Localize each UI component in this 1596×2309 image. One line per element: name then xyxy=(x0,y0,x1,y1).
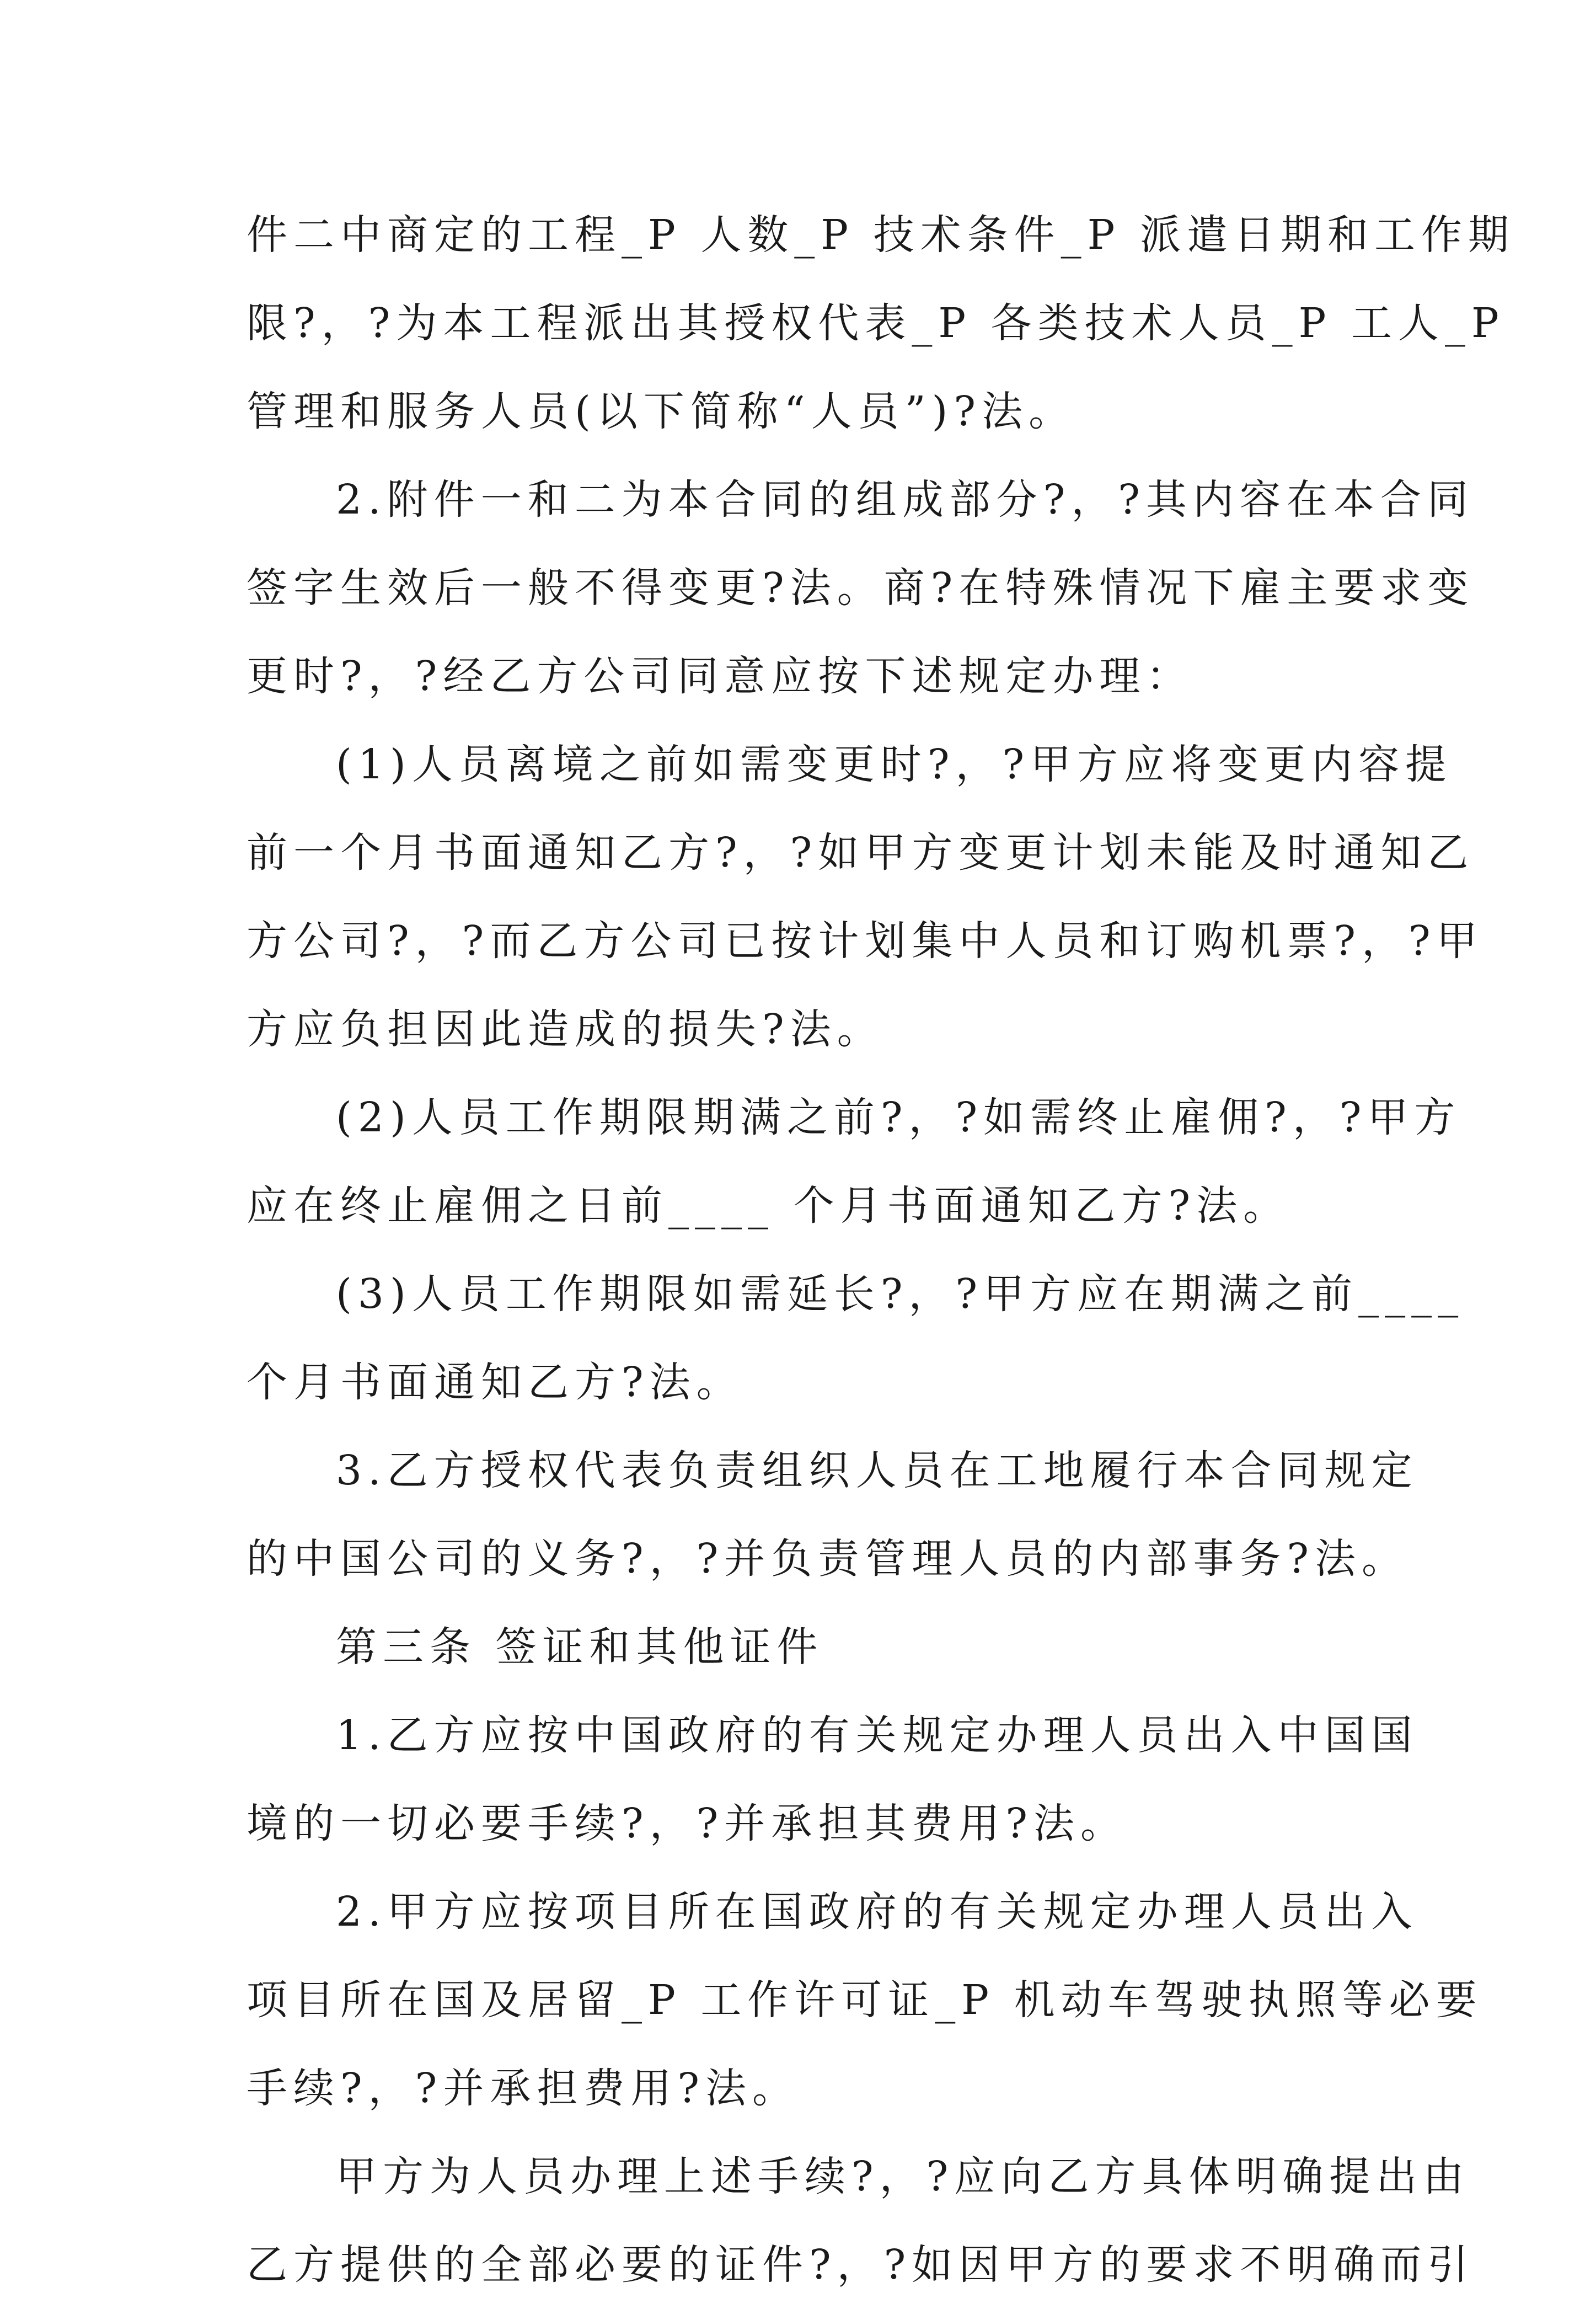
text-line: 的中国公司的义务?，?并负责管理人员的内部事务?法。 xyxy=(247,1535,1409,1583)
text-line: 境的一切必要手续?，?并承担其费用?法。 xyxy=(247,1800,1128,1847)
text-line: 项目所在国及居留_P 工作许可证_P 机动车驾驶执照等必要 xyxy=(247,1976,1483,2024)
text-line: (2)人员工作期限期满之前?，?如需终止雇佣?，?甲方 xyxy=(336,1094,1461,1141)
text-line: 件二中商定的工程_P 人数_P 技术条件_P 派遣日期和工作期 xyxy=(247,211,1515,259)
text-line: (3)人员工作期限如需延长?，?甲方应在期满之前____ xyxy=(336,1270,1465,1318)
text-line: 限?，?为本工程派出其授权代表_P 各类技术人员_P 工人_P xyxy=(247,300,1505,347)
text-line: 甲方为人员办理上述手续?，?应向乙方具体明确提出由 xyxy=(336,2153,1470,2200)
text-line: 方应负担因此造成的损失?法。 xyxy=(247,1006,884,1053)
contract-text-body xyxy=(247,191,1515,2309)
text-line: (1)人员离境之前如需变更时?，?甲方应将变更内容提 xyxy=(336,741,1453,788)
text-line: 乙方提供的全部必要的证件?，?如因甲方的要求不明确而引 xyxy=(247,2241,1475,2289)
text-line: 个月书面通知乙方?法。 xyxy=(247,1359,743,1406)
text-line: 方公司?，?而乙方公司已按计划集中人员和订购机票?，?甲 xyxy=(247,917,1483,965)
text-line: 管理和服务人员(以下简称“人员”)?法。 xyxy=(247,388,1076,435)
text-line: 应在终止雇佣之日前____ 个月书面通知乙方?法。 xyxy=(247,1182,1290,1230)
text-line: 前一个月书面通知乙方?，?如甲方变更计划未能及时通知乙 xyxy=(247,829,1475,876)
text-line: 签字生效后一般不得变更?法。商?在特殊情况下雇主要求变 xyxy=(247,564,1475,612)
text-line: 1.乙方应按中国政府的有关规定办理人员出入中国国 xyxy=(336,1712,1418,1759)
text-line: 手续?，?并承担费用?法。 xyxy=(247,2065,800,2112)
text-line: 2.甲方应按项目所在国政府的有关规定办理人员出入 xyxy=(336,1888,1418,1936)
text-line: 第三条 签证和其他证件 xyxy=(336,1623,824,1671)
text-line: 3.乙方授权代表负责组织人员在工地履行本合同规定 xyxy=(336,1447,1418,1494)
text-line: 2.附件一和二为本合同的组成部分?，?其内容在本合同 xyxy=(336,476,1474,523)
text-line: 更时?，?经乙方公司同意应按下述规定办理： xyxy=(247,653,1193,700)
